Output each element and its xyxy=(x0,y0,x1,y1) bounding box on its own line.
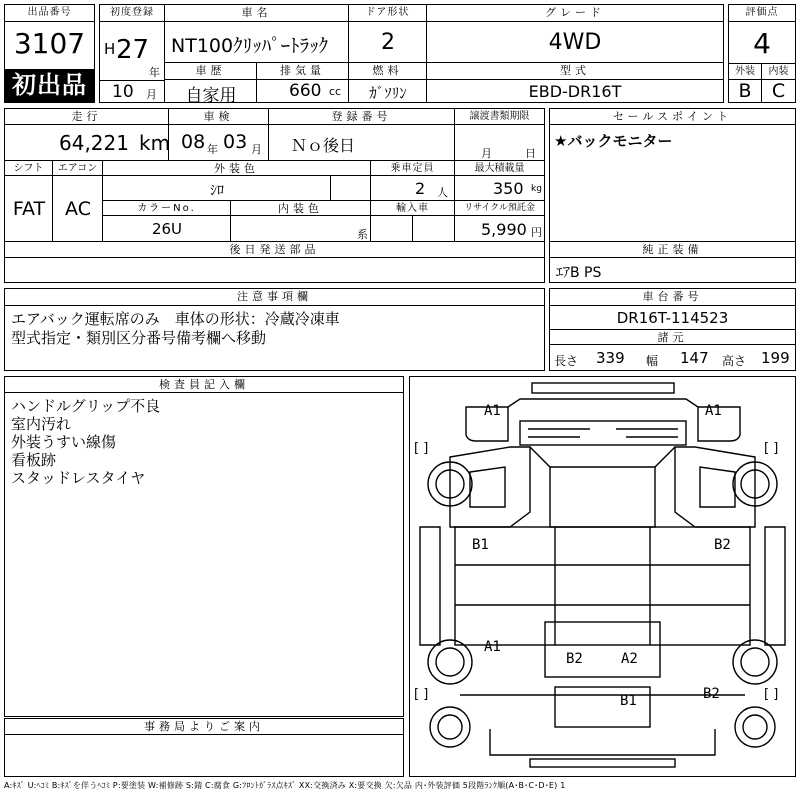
lot-number: 3107 xyxy=(13,27,86,60)
interior-color-label: 内装色 xyxy=(231,201,371,216)
damage-mark-front-left: A1 xyxy=(484,403,501,419)
inspection-label: 車検 xyxy=(169,109,269,125)
inspection-month: 03 xyxy=(223,131,248,153)
chassis-box xyxy=(549,288,796,371)
damage-mark-rear-right: B2 xyxy=(703,686,720,702)
car-name-label: 車名 xyxy=(165,5,349,22)
bracket-right-upper: [ ] xyxy=(764,441,779,456)
door-value: 2 xyxy=(381,30,395,55)
office-box xyxy=(4,718,404,777)
exterior-score-value: B xyxy=(729,80,762,102)
width-value: 147 xyxy=(680,349,709,367)
damage-mark-right-side: B2 xyxy=(714,537,731,553)
fuel-label: 燃料 xyxy=(349,63,427,80)
recycle-unit: 円 xyxy=(531,226,542,239)
max-load-value: 350 xyxy=(493,179,524,198)
later-parts-label: 後日発送部品 xyxy=(5,242,544,258)
model-code-value: EBD-DR16T xyxy=(528,82,622,101)
inspector-line-4: 看板跡 xyxy=(11,451,57,469)
truck-outline-diagram xyxy=(410,377,795,776)
dimensions-label: 諸元 xyxy=(550,329,795,345)
plate-cell xyxy=(269,125,455,161)
recycle-label: リサイクル預託金 xyxy=(455,201,544,216)
history-value: 自家用 xyxy=(185,86,237,106)
recycle-cell xyxy=(455,216,544,241)
sales-point-label: セールスポイント xyxy=(550,109,795,125)
capacity-unit: 人 xyxy=(437,186,448,199)
caution-line-2: 型式指定・類別区分番号備考欄へ移動 xyxy=(11,329,267,347)
exterior-score-label: 外装 xyxy=(729,63,762,80)
lot-label: 出品番号 xyxy=(5,5,94,22)
registration-month: 10 xyxy=(112,82,134,102)
displacement-unit: cc xyxy=(329,85,342,98)
car-name-cell xyxy=(165,22,349,63)
transfer-day-unit: 日 xyxy=(525,147,536,160)
score-box xyxy=(728,4,796,103)
displacement-cell xyxy=(257,80,349,102)
color-no-value: 26U xyxy=(151,220,183,238)
bracket-left-lower: [ ] xyxy=(414,687,429,702)
first-listing-badge: 初出品 xyxy=(5,69,94,102)
inspector-line-1: ハンドルグリップ不良 xyxy=(11,397,161,415)
aircon-value: AC xyxy=(65,198,91,220)
exterior-color-cell xyxy=(103,176,331,201)
interior-score-value: C xyxy=(771,80,786,102)
mileage-cell xyxy=(5,125,169,161)
import-cell-a xyxy=(371,216,413,241)
color-no-cell xyxy=(103,216,231,241)
inspector-line-5: スタッドレスタイヤ xyxy=(11,469,146,487)
transfer-deadline-label: 譲渡書類期限 xyxy=(455,109,544,125)
transfer-deadline-cell xyxy=(455,125,544,161)
aircon-cell xyxy=(53,176,103,241)
interior-color-cell xyxy=(231,216,371,241)
sales-point-value: ★バックモニター xyxy=(554,132,673,150)
mileage-unit: km xyxy=(139,131,171,155)
bracket-right-lower: [ ] xyxy=(764,687,779,702)
max-load-cell xyxy=(455,176,544,201)
damage-mark-rear-center-right: A2 xyxy=(621,651,638,667)
history-cell xyxy=(165,80,257,106)
mileage-label: 走行 xyxy=(5,109,169,125)
inspector-line-2: 室内汚れ xyxy=(11,415,72,433)
sales-point-box xyxy=(549,108,796,242)
score-value: 4 xyxy=(753,27,771,60)
import-cell-b xyxy=(413,216,455,241)
model-code-label: 型式 xyxy=(427,63,723,80)
plate-label: 登録番号 xyxy=(269,109,455,125)
inspector-line-3: 外装うすい線傷 xyxy=(11,433,117,451)
exterior-color-label: 外装色 xyxy=(103,161,371,176)
interior-score-label: 内装 xyxy=(762,63,795,80)
width-label: 幅 xyxy=(646,354,659,368)
length-value: 339 xyxy=(596,349,625,367)
caution-label: 注意事項欄 xyxy=(5,289,544,306)
transfer-month-unit: 月 xyxy=(481,147,492,160)
shift-cell xyxy=(5,176,53,241)
damage-mark-front-right: A1 xyxy=(705,403,722,419)
exterior-color-extra xyxy=(331,176,371,201)
recycle-value: 5,990 xyxy=(481,220,527,239)
score-label: 評価点 xyxy=(729,5,795,22)
mileage-value: 64,221 xyxy=(59,131,129,155)
lot-box xyxy=(4,4,95,103)
damage-mark-rear-center-left: B2 xyxy=(566,651,583,667)
legend-text: A:ｷｽﾞ U:ﾍｺﾐ B:ｷｽﾞを伴うﾍｺﾐ P:要塗装 W:補修跡 S:錆 C:腐食 G:ﾌﾛﾝﾄｶﾞﾗｽ点ｷｽﾞ XX:交換済み X:要交換 欠:欠品 内･外装評価 5段階ﾗﾝｸ順(A･B･C･D･E) 1 xyxy=(4,781,566,790)
registration-year-cell xyxy=(100,22,165,80)
model-code-cell xyxy=(427,80,723,102)
registration-month-cell xyxy=(100,80,165,102)
length-label: 長さ xyxy=(554,354,579,368)
interior-color-unit: 系 xyxy=(357,228,368,241)
fuel-cell xyxy=(349,80,427,102)
grade-cell xyxy=(427,22,723,63)
genuine-equipment-box xyxy=(549,241,796,283)
exterior-color-value: ｼﾛ xyxy=(210,183,224,199)
registration-year-unit: 年 xyxy=(149,66,160,79)
later-parts-box xyxy=(4,241,545,283)
max-load-label: 最大積載量 xyxy=(455,161,544,176)
caution-line-1: エアバック運転席のみ 車体の形状：冷蔵冷凍車 xyxy=(11,310,340,328)
capacity-value: 2 xyxy=(415,179,426,198)
inspector-box xyxy=(4,376,404,717)
chassis-label: 車台番号 xyxy=(550,289,795,306)
grade-value: 4WD xyxy=(548,30,602,55)
inspection-year: 08 xyxy=(181,131,206,153)
displacement-value: 660 xyxy=(289,81,322,101)
chassis-value: DR16T-114523 xyxy=(616,309,729,327)
grade-label: グレード xyxy=(427,5,723,22)
plate-value: Ｎｏ後日 xyxy=(291,136,356,155)
registration-era: H xyxy=(104,40,116,58)
capacity-cell xyxy=(371,176,455,201)
inspection-cell xyxy=(169,125,269,161)
damage-diagram xyxy=(409,376,796,777)
bracket-left-upper: [ ] xyxy=(414,441,429,456)
registration-month-unit: 月 xyxy=(146,88,157,101)
max-load-unit: kg xyxy=(531,184,542,194)
height-label: 高さ xyxy=(722,354,747,368)
displacement-label: 排気量 xyxy=(257,63,349,80)
damage-mark-rear-bumper: B1 xyxy=(620,693,637,709)
car-name-value: NT100ｸﾘｯﾊﾟｰﾄﾗｯｸ xyxy=(171,35,329,57)
caution-box xyxy=(4,288,545,371)
registration-label: 初度登録 xyxy=(100,5,165,22)
shift-value: FAT xyxy=(12,198,46,220)
color-no-label: カラーNo. xyxy=(103,201,231,216)
damage-mark-left-rear: A1 xyxy=(484,639,501,655)
shift-label: シフト xyxy=(5,161,53,176)
aircon-label: エアコン xyxy=(53,161,103,176)
inspector-label: 検査員記入欄 xyxy=(5,377,403,393)
capacity-label: 乗車定員 xyxy=(371,161,455,176)
history-label: 車歴 xyxy=(165,63,257,80)
door-label: ドア形状 xyxy=(349,5,427,22)
fuel-value: ｶﾞｿﾘﾝ xyxy=(369,84,407,102)
registration-year: 27 xyxy=(116,35,150,65)
import-label: 輸入車 xyxy=(371,201,455,216)
height-value: 199 xyxy=(761,349,790,367)
genuine-equipment-label: 純正装備 xyxy=(550,242,795,258)
main-info-grid xyxy=(99,4,724,106)
damage-mark-left-side: B1 xyxy=(472,537,489,553)
office-label: 事務局よりご案内 xyxy=(5,719,403,735)
door-cell xyxy=(349,22,427,63)
detail-grid xyxy=(4,108,545,242)
inspection-month-unit: 月 xyxy=(251,143,262,156)
inspection-year-unit: 年 xyxy=(207,143,218,156)
genuine-equipment-value: ｴｱB PS xyxy=(556,265,602,281)
